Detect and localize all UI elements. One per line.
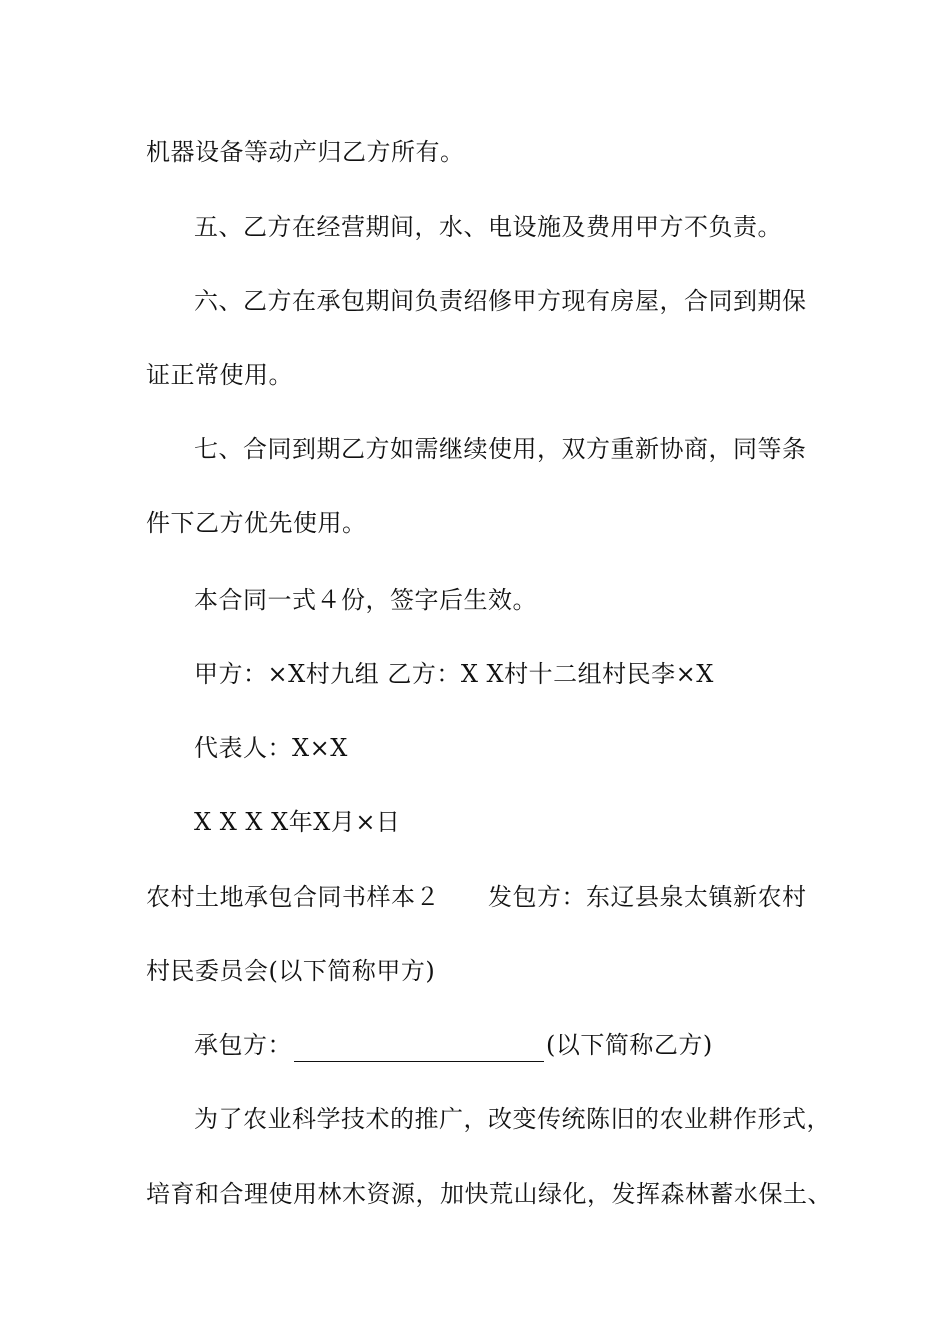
clause-6: 六、乙方在承包期间负责绍修甲方现有房屋，合同到期保 [194,287,807,315]
clause-5: 五、乙方在经营期间，水、电设施及费用甲方不负责。 [194,213,782,241]
purpose-line-1: 为了农业科学技术的推广，改变传统陈旧的农业耕作形式， [194,1105,831,1133]
clause-6-continued: 证正常使用。 [146,361,293,389]
representative-line: 代表人：X×X [194,734,348,762]
clause-7-continued: 件下乙方优先使用。 [146,509,367,537]
paragraph-line: 机器设备等动产归乙方所有。 [146,138,465,166]
contractor-suffix: (以下简称乙方) [546,1031,713,1059]
clause-7: 七、合同到期乙方如需继续使用，双方重新协商，同等条 [194,435,807,463]
sample2-employer-continued: 村民委员会(以下简称甲方) [146,957,436,985]
contractor-blank-field [294,1035,544,1062]
sample2-title: 农村土地承包合同书样本２ [146,883,440,911]
sample2-employer: 发包方：东辽县泉太镇新农村 [488,883,807,911]
purpose-line-2: 培育和合理使用林木资源，加快荒山绿化，发挥森林蓄水保土、 [146,1180,832,1208]
contractor-line [194,1028,713,1062]
parties-line: 甲方：×X村九组 乙方：X X村十二组村民李×X [194,660,714,688]
copies-statement: 本合同一式４份，签字后生效。 [194,586,537,614]
date-line: X X X X年X月×日 [194,808,401,836]
contractor-label: 承包方： [194,1031,292,1059]
sample2-heading-line [146,880,807,914]
